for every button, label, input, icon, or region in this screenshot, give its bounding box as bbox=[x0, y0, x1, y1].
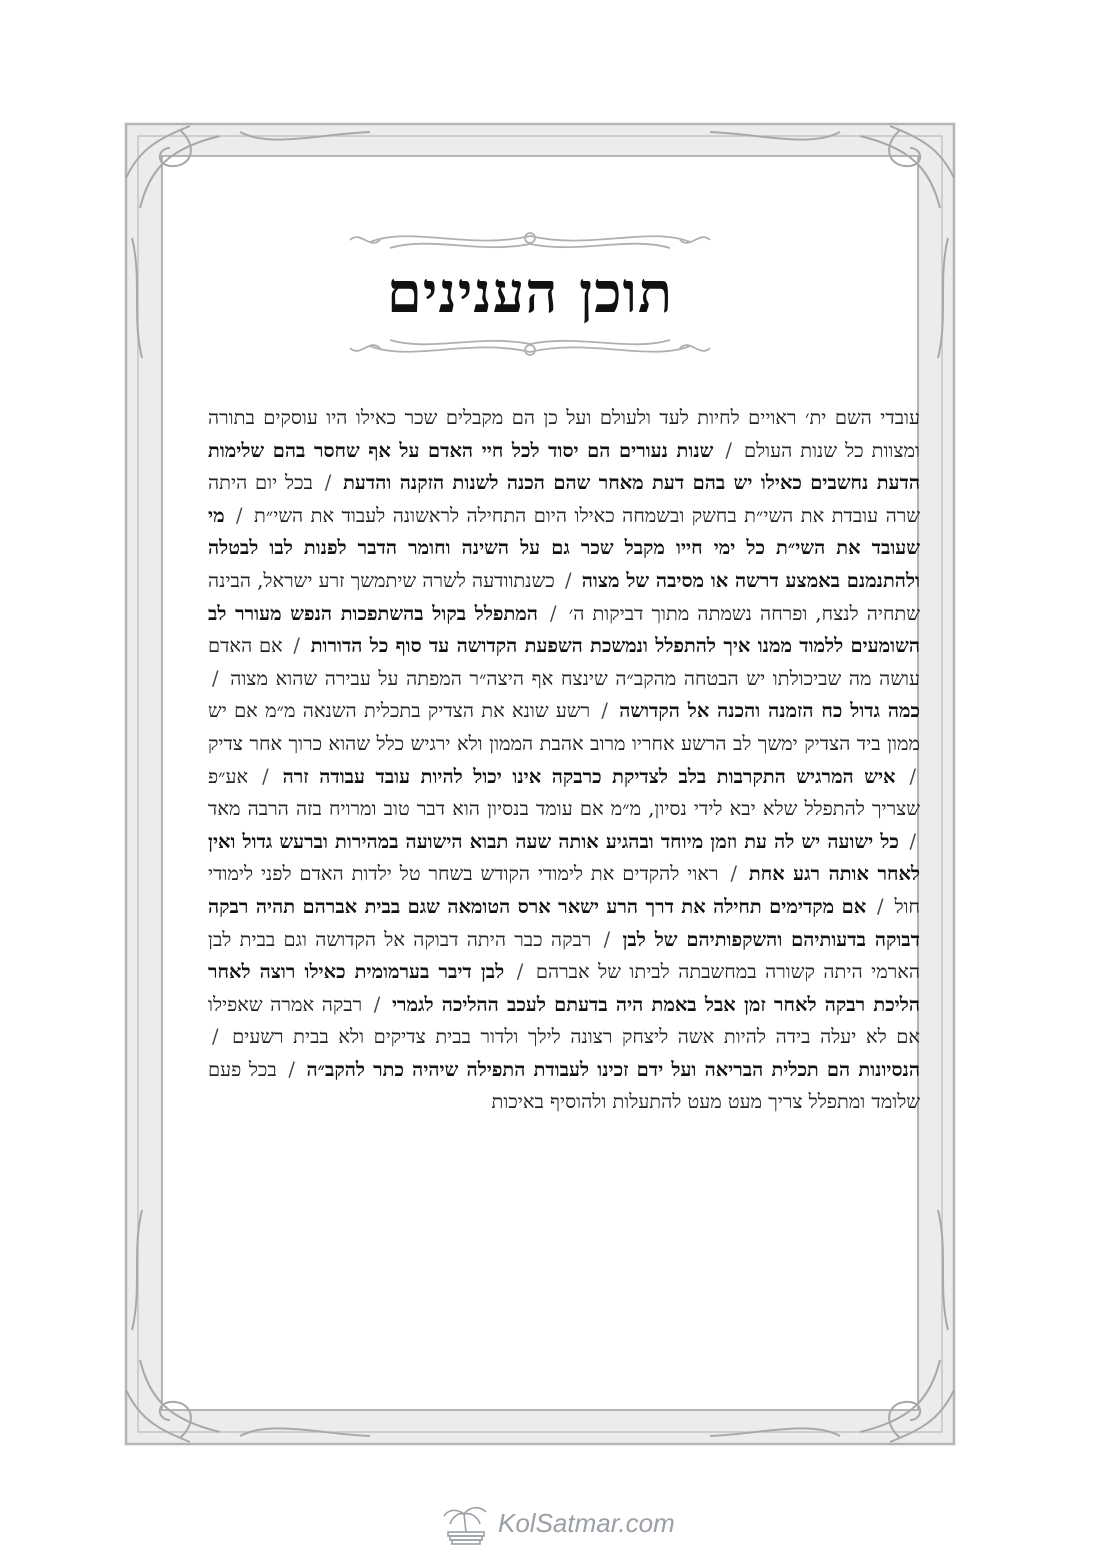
toc-separator: / bbox=[212, 1025, 219, 1049]
toc-entry: כמה גדול כח הזמנה והכנה אל הקדושה bbox=[619, 699, 920, 723]
toc-entry: רבקה כבר היתה דבוקה אל הקדושה וגם בבית לבן הארמי היתה קשורה במחשבתה לביתו של אברהם bbox=[208, 927, 921, 984]
palm-tree-books-logo-icon bbox=[440, 1502, 492, 1546]
toc-separator: / bbox=[324, 471, 332, 495]
toc-separator: / bbox=[516, 960, 524, 984]
toc-entry: בכל יום היתה שרה עובדת את השי״ת בחשק ובשמחה כאילו היום התחילה לראשונה לעבוד את השי״ת bbox=[208, 471, 920, 527]
toc-entry: אם מקדימים תחילה את דרך הרע ישאר ארס הטומאה שגם בבית אברהם תהיה רבקה דבוקה בדעותיהם והשקפותיהם של לבן bbox=[208, 894, 920, 951]
toc-separator: / bbox=[262, 764, 269, 788]
toc-entry: רשע שונא את הצדיק בתכלית השנאה מ״מ אם יש ממון ביד הצדיק ימשך לב הרשע אחריו מרוב אהבת הממון ולא ירגיש כלל שהוא כרוך אחר צדיק bbox=[208, 699, 920, 755]
toc-separator: / bbox=[373, 992, 381, 1016]
toc-entry: מי שעובד את השי״ת כל ימי חייו מקבל שכר גם על השינה וחומר הדבר לפנות לבו לבטלה ולהתנמנם באמצע דרשה או מסיבה של מצוה bbox=[208, 503, 920, 592]
toc-entry: המתפלל בקול בהשתפכות הנפש מעורר לב השומעים ללמוד ממנו איך להתפלל ונמשכת השפעת הקדושה עד סוף כל הדורות bbox=[208, 601, 920, 658]
toc-entry: ראוי להקדים את לימודי הקודש בשחר טל ילדות האדם לפני לימודי חול bbox=[208, 862, 920, 918]
toc-separator: / bbox=[909, 764, 917, 788]
toc-entry: כשנתוודעה לשרה שיתמשך זרע ישראל, הבינה שתחיה לנצח, ופרחה נשמתה מתוך דביקות ה׳ bbox=[208, 568, 920, 625]
toc-separator: / bbox=[601, 699, 608, 723]
footer-site-name: KolSatmar.com bbox=[498, 1508, 675, 1538]
toc-separator: / bbox=[603, 927, 611, 951]
toc-entry: אע״פ שצריך להתפלל שלא יבא לידי נסיון, מ״מ אם עומד בנסיון הוא דבר טוב ומרויח בזה הרבה מאד bbox=[208, 764, 920, 821]
toc-separator: / bbox=[725, 438, 732, 462]
toc-separator: / bbox=[288, 1057, 295, 1081]
toc-entry: איש המרגיש התקרבות בלב לצדיקת כרבקה אינו יכול להיות עובד עבודה זרה bbox=[282, 764, 896, 788]
toc-separator: / bbox=[877, 894, 884, 918]
table-of-contents bbox=[208, 402, 920, 1119]
toc-entry: אם האדם עושה מה שביכולתו יש הבטחה מהקב״ה שינצח אף היצה״ר המפתה על עבירה שהוא מצוה bbox=[208, 634, 920, 690]
footer-watermark bbox=[440, 1500, 680, 1550]
title-block bbox=[330, 220, 730, 370]
toc-separator: / bbox=[293, 634, 300, 658]
page-title: תוכן הענינים bbox=[386, 260, 674, 326]
toc-separator: / bbox=[909, 829, 916, 853]
toc-separator: / bbox=[236, 503, 243, 527]
toc-entry: רבקה אמרה שאפילו אם לא יעלה בידה להיות אשה ליצחק רצונה לילך ולדור בבית צדיקים ולא בבית רשעים bbox=[208, 992, 920, 1049]
toc-entry: בכל פעם שלומד ומתפלל צריך מעט מעט להתעלות ולהוסיף באיכות bbox=[208, 1057, 920, 1114]
toc-separator: / bbox=[565, 568, 572, 592]
toc-separator: / bbox=[550, 601, 557, 625]
title-ornament-bottom bbox=[330, 328, 730, 368]
title-ornament-top bbox=[330, 220, 730, 260]
toc-entry: שנות נעורים הם יסוד לכל חיי האדם על אף שחסר בהם שלימות הדעת נחשבים כאילו יש בהם דעת מאחר שהם הכנה לשנות הזקנה והדעת bbox=[208, 438, 921, 495]
toc-entry: עובדי השם ית׳ ראויים לחיות לעד ולעולם ועל כן הם מקבלים שכר כאילו היו עוסקים בתורה ומצוות כל שנות העולם bbox=[208, 406, 920, 462]
toc-entry: כל ישועה יש לה עת וזמן מיוחד ובהגיע אותה שעה תבוא הישועה במהירות וברעש גדול ואין לאחר אותה רגע אחת bbox=[208, 829, 920, 886]
toc-separator: / bbox=[212, 666, 219, 690]
toc-separator: / bbox=[730, 862, 737, 886]
toc-entry: לבן דיבר בערמומית כאילו רוצה לאחר הליכת רבקה לאחר זמן אבל באמת היה בדעתם לעכב ההליכה לגמרי bbox=[208, 960, 920, 1016]
toc-entry: הנסיונות הם תכלית הבריאה ועל ידם זכינו לעבודת התפילה שיהיה כתר להקב״ה bbox=[306, 1057, 920, 1081]
